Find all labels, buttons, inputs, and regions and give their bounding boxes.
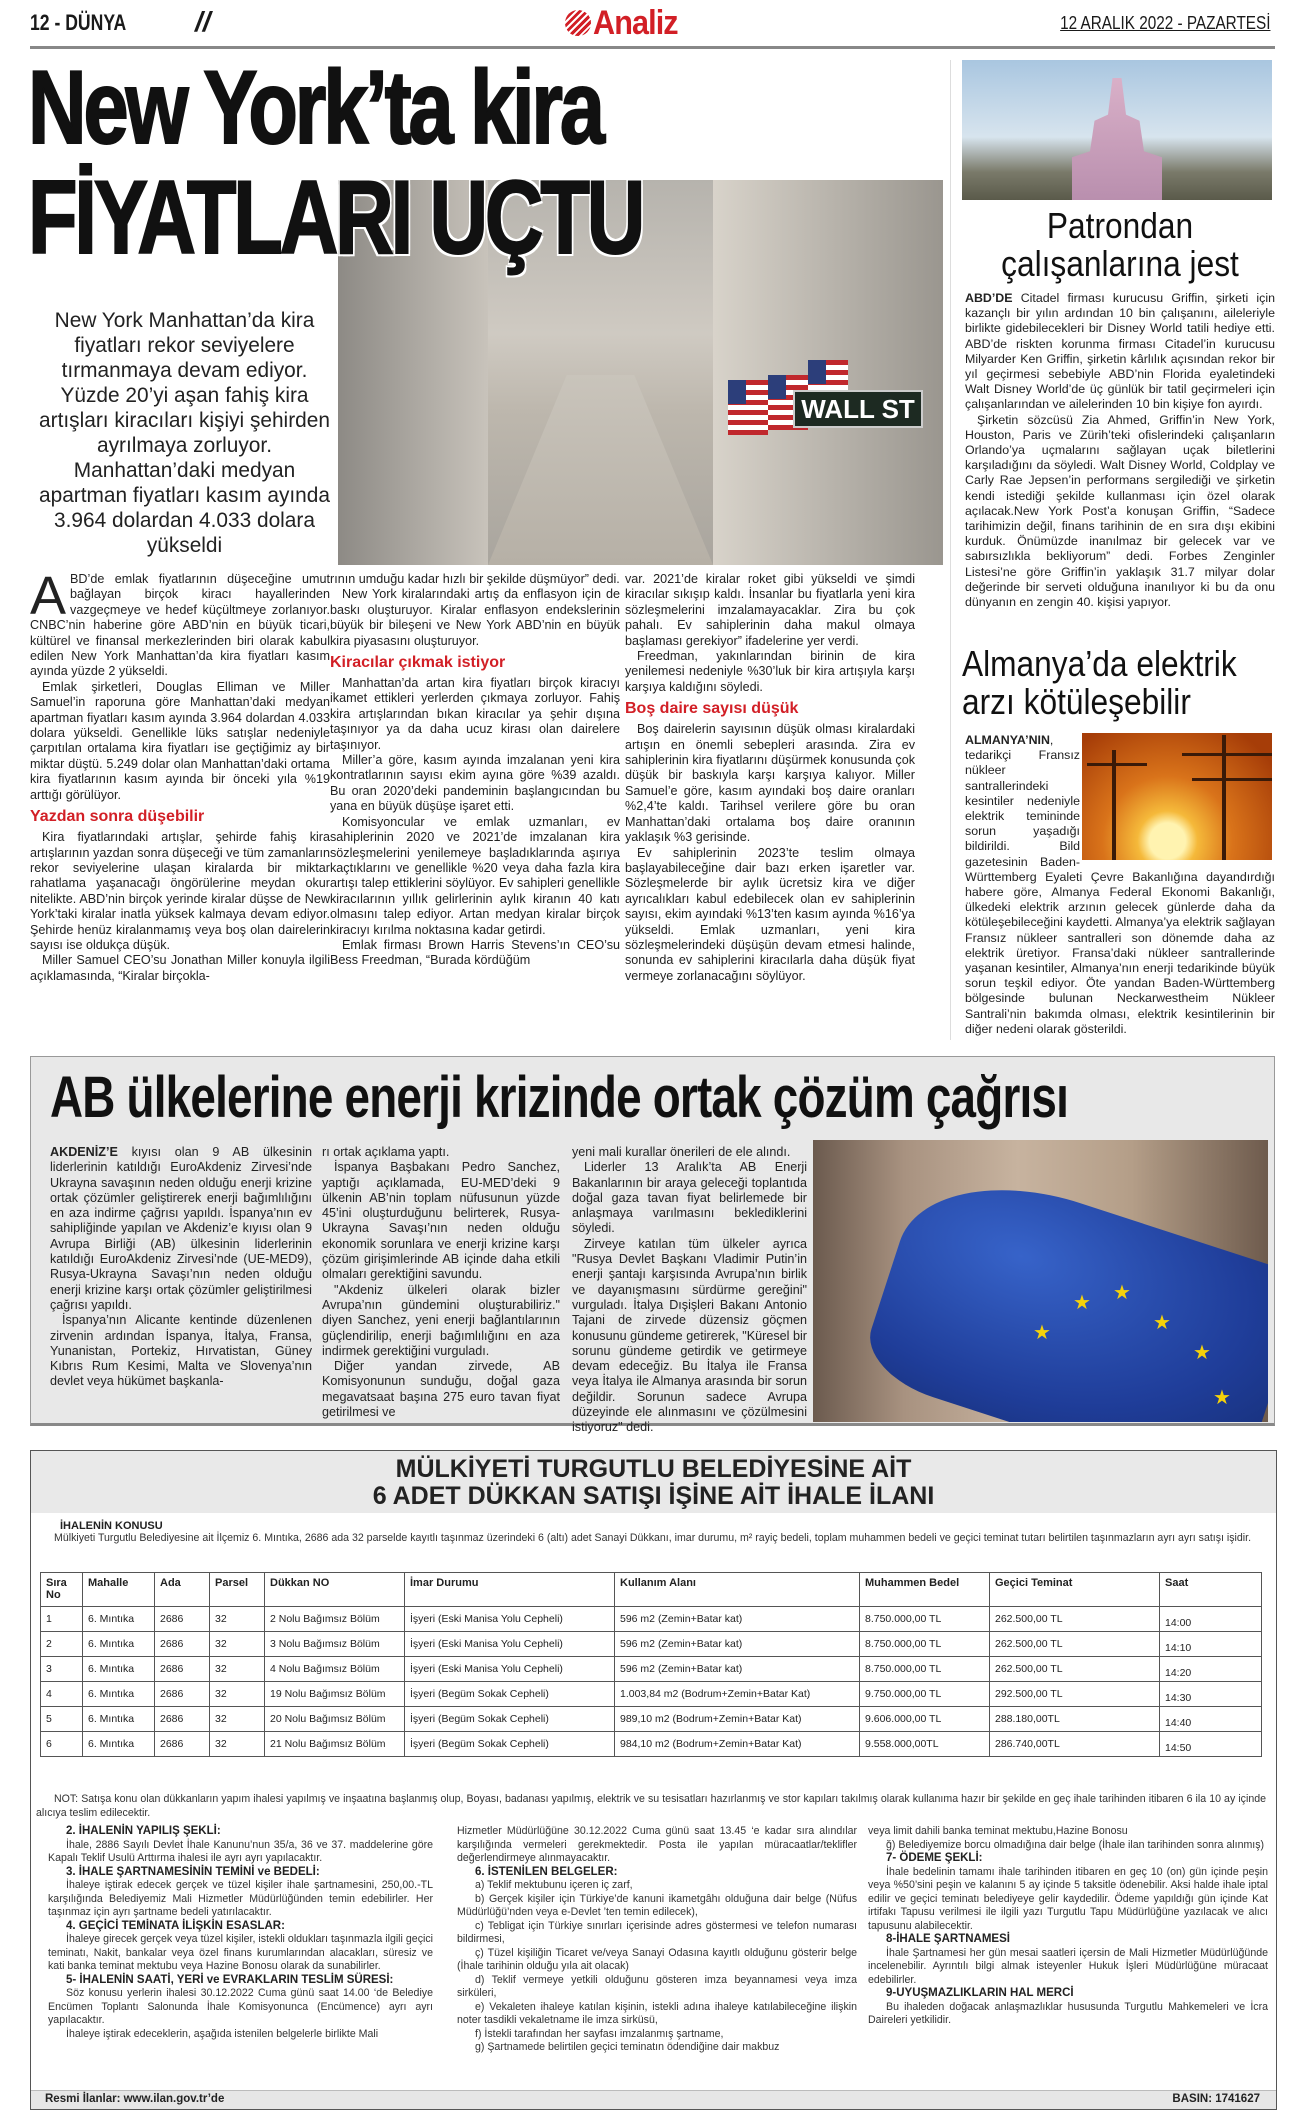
- paragraph: Şirketin sözcüsü Zia Ahmed, Griffin’in New York, Houston, Paris ve Zürih’teki ofislerindeki çalışanların Orlando’ya uçmalarını sağlayan uçak biletlerini karşıladığını da söyledi. Walt Disney World, Coldplay ve Carly Rae Jepsen’in performans sergilediği ve şirketin kendi istediği şekilde kullanması için özel olarak açılacak.New York Post’a konuşan Griffin, “Sadece tarihimizin değil, finans tarihinin de en sıra dışı ekibini kurduk. Önümüzde inanılmaz bir gelecek var ve sabırsızlıkla bekliyorum” dedi. Forbes Zenginler Listesi’ne göre Griffin’in yaklaşık 31.7 milyar dolar değerinde bir serveti olduğuna inanılıyor ki bu da onu dünyanın en zengin 40. kişisi yapıyor.: [965, 412, 1275, 610]
- table-cell: 989,10 m2 (Bodrum+Zemin+Batar Kat): [615, 1707, 860, 1732]
- paragraph: Miller Samuel CEO’su Jonathan Miller konuyla ilgili açıklamasında, “Kiralar birçokla-: [30, 953, 330, 983]
- table-cell: 8.750.000,00 TL: [860, 1632, 990, 1657]
- paragraph: İhaleye girecek gerçek veya tüzel kişiler, istekli oldukları taşınmazla ilgili geçici teminatı, Nakit, bankalar veya özel finans kurumlarından alacakları, süresiz ve kati banka teminat mektubu veya Hazine Bonosu olarak da sunabilirler.: [48, 1933, 433, 1972]
- table-cell: 262.500,00 TL: [990, 1607, 1160, 1632]
- ab-column-3: [572, 1145, 807, 1436]
- section-heading: 8-İHALE ŞARTNAMESİ: [886, 1933, 1010, 1945]
- table-cell: 1.003,84 m2 (Bodrum+Zemin+Batar Kat): [615, 1682, 860, 1707]
- document-item: f) İstekli tarafından her sayfası imzalanmış şartname,: [475, 2027, 724, 2040]
- press-number: BASIN: 1741627: [1172, 2093, 1260, 2105]
- star-icon: ★: [1213, 1385, 1231, 1409]
- table-cell: 596 m2 (Zemin+Batar kat): [615, 1657, 860, 1682]
- table-cell: 14:20: [1160, 1657, 1262, 1682]
- sidebar-story2-title: [962, 645, 1244, 721]
- column-header: Dükkan NO: [265, 1573, 405, 1607]
- subheading: Yazdan sonra düşebilir: [30, 808, 205, 826]
- lead-word: AKDENİZ’E: [50, 1145, 118, 1159]
- logo-text: Analiz: [593, 3, 678, 42]
- column-header: Muhammen Bedel: [860, 1573, 990, 1607]
- paragraph: İhale Şartnamesi her gün mesai saatleri içersin de Mali Hizmetler Müdürlüğünde incelenebilir. Ayrıntılı bilgi almak isteyenler Hukuk İşleri Müdürlüğüne müracaat edebilirler.: [868, 1946, 1268, 1986]
- column-header: Mahalle: [83, 1573, 155, 1607]
- paragraph: "Akdeniz ülkeleri olarak bizler Avrupa’nın gündemini oluşturabiliriz." diyen Sanchez, yeni enerji bağlantılarının güçlendirilip, enerji bağımlılığını en aza indirmek gerektiğini vurguladı.: [322, 1282, 560, 1358]
- paragraph: Diğer yandan zirvede, AB Komisyonunun sunduğu, doğal gaza megavatsaat başına 275 euro tavan fiyat getirilmesi ve: [322, 1359, 560, 1420]
- pylon-arm: [1192, 778, 1272, 781]
- paragraph: New York kiralarındaki artış da enflasyon için de baskı oluşturuyor. Kiralar enflasyon endekslerinin büyük bir bileşeni ve New York ABD’nin en büyük kira piyasasını oluşturuyor.: [330, 587, 620, 648]
- paragraph: Miller’a göre, kasım ayında imzalanan yeni kira kontratlarının sayısı ekim ayına göre %39 azaldı. Bu oran 2020’deki pandeminin başlangıcından bu yana en büyük düşüşe işaret etti.: [330, 753, 620, 814]
- table-cell: 9.558.000,00TL: [860, 1732, 990, 1757]
- table-cell: İşyeri (Eski Manisa Yolu Cepheli): [405, 1632, 615, 1657]
- header-divider: [30, 46, 1275, 49]
- table-cell: İşyeri (Begüm Sokak Cepheli): [405, 1732, 615, 1757]
- section-heading: 3. İHALE ŞARTNAMESİNİN TEMİNİ ve BEDELİ:: [66, 1865, 320, 1878]
- table-cell: 9.606.000,00 TL: [860, 1707, 990, 1732]
- tender-ad-title-line1: MÜLKİYETİ TURGUTLU BELEDİYESİNE AİT: [395, 1455, 912, 1483]
- paragraph: rının umduğu kadar hızlı bir şekilde düşmüyor” dedi.: [330, 572, 620, 586]
- document-item: ğ) Belediyemize borcu olmadığına dair belge (İhale ilan tarihinden sonra alınmış): [886, 1838, 1265, 1851]
- table-row: [41, 1632, 1262, 1657]
- tender-note: [36, 1793, 1266, 1820]
- section-heading: 9-UYUŞMAZLIKLARIN HAL MERCİ: [886, 1987, 1074, 1999]
- paragraph: Söz konusu yerlerin ihalesi 30.12.2022 Cuma günü saat 14.00 ‘de Belediye Encümen Toplantı Salonunda İhale Komisyonunca (Encümence) ayrı ayrı yapılacaktır.: [48, 1987, 433, 2026]
- star-icon: ★: [1033, 1320, 1051, 1344]
- table-cell: 3: [41, 1657, 83, 1682]
- table-cell: 6. Mıntıka: [83, 1607, 155, 1632]
- column-divider: [950, 60, 951, 1040]
- paragraph: Bu ihaleden doğacak anlaşmazlıklar hususunda Turgutlu Mahkemeleri ve İcra Daireleri yetkilidir.: [868, 2000, 1268, 2026]
- table-cell: 262.500,00 TL: [990, 1632, 1160, 1657]
- table-cell: İşyeri (Begüm Sokak Cepheli): [405, 1682, 615, 1707]
- wall-street-sign: WALL ST: [793, 390, 923, 428]
- paragraph: yeni mali kurallar önerileri de ele alındı.: [572, 1145, 791, 1159]
- castle-shape: [1072, 78, 1162, 200]
- drop-cap: A: [30, 566, 67, 626]
- table-body: [41, 1607, 1262, 1757]
- table-cell: 2686: [155, 1682, 210, 1707]
- document-item: a) Teklif mektubunu içeren iç zarf,: [475, 1879, 633, 1891]
- paragraph: Komisyoncular ve emlak uzmanları, ev sahiplerinin 2020 ve 2021’de imzalanan kira sözleşmelerini yenilemeye başladıklarında aşırıya kaçtıklarını ve genellikle %20 veya daha fazla kira artışı talep ettiklerini söylüyor. Ev sahipleri genellikle kiracılarının yıllık gelirlerinin aylık kiranın 40 katı olmasını talep ediyor. Artan medyan kiralar birçok kiracıyı kırılma noktasına kadar getirdi.: [330, 814, 620, 937]
- photo-street: [488, 375, 713, 565]
- table-cell: 292.500,00 TL: [990, 1682, 1160, 1707]
- title-line: Patrondan: [1046, 205, 1194, 246]
- ab-column-2: [322, 1145, 560, 1420]
- table-cell: 6. Mıntıka: [83, 1732, 155, 1757]
- pylon-shape: [1112, 750, 1116, 860]
- table-row: [41, 1707, 1262, 1732]
- section-heading: 4. GEÇİCİ TEMİNATA İLİŞKİN ESASLAR:: [66, 1919, 285, 1932]
- tender-column-3: [868, 1825, 1268, 2028]
- section-heading: 2. İHALENİN YAPILIŞ ŞEKLİ:: [66, 1825, 221, 1837]
- newspaper-logo[interactable]: [565, 3, 687, 42]
- table-row: [41, 1732, 1262, 1757]
- subheading: Boş daire sayısı düşük: [625, 700, 799, 718]
- table-cell: 32: [210, 1682, 265, 1707]
- tender-table: [40, 1572, 1262, 1757]
- disney-castle-photo: [962, 60, 1272, 200]
- table-cell: 32: [210, 1707, 265, 1732]
- story-column-1: [30, 566, 330, 984]
- title-line: Almanya’da elektrik: [962, 643, 1237, 684]
- paragraph: Boş dairelerin sayısının düşük olması kiralardaki artışın en önemli sebepleri arasında. Zira ev sahiplerinin kira fiyatlarını düşürmek konusunda çok düşük bir baskıyla karşı karşıya kalıyor. Miller Samuel’e göre, kasım ayındaki boş daire oranları %2,4’te kaldı. Tarihsel verilere göre bu oran Manhattan’daki ortalama boş daire oranının yaklaşık %3 gerisinde.: [625, 722, 915, 845]
- column-header: Geçici Teminat: [990, 1573, 1160, 1607]
- document-item: ç) Tüzel kişiliğin Ticaret ve/veya Sanayi Odasına kayıtlı olduğunu gösterir belge (İhale tarihinin olduğu yıla ait olacak): [457, 1946, 857, 1972]
- paragraph: [50, 1145, 312, 1313]
- paragraph: Ev sahiplerinin 2023’te teslim olmaya başlayabileceğine dair bazı erken işaretler var. Sözleşmelerde bir aylık ücretsiz kira ve diğer ayrıcalıkları kabul edebilecek olan ev sahiplerinin sayısı, ekim ayındaki %13’ten kasım ayında %16’ya yükseldi. Emlak uzmanları, yeni kira sözleşmelerindeki düşüşün devam etmesi halinde, sonunda ev sahiplerini kiracılarla daha düşük fiyat vermeye zorlanacağını söylüyor.: [625, 845, 915, 983]
- table-cell: 32: [210, 1632, 265, 1657]
- table-cell: 8.750.000,00 TL: [860, 1657, 990, 1682]
- table-cell: 32: [210, 1657, 265, 1682]
- ab-column-1: [50, 1145, 312, 1390]
- table-cell: 262.500,00 TL: [990, 1657, 1160, 1682]
- table-cell: 4: [41, 1682, 83, 1707]
- table-cell: 9.750.000,00 TL: [860, 1682, 990, 1707]
- table-cell: 596 m2 (Zemin+Batar kat): [615, 1607, 860, 1632]
- star-icon: ★: [1193, 1340, 1211, 1364]
- table-row: [41, 1682, 1262, 1707]
- main-headline-line2: FİYATLARI UÇTU: [28, 160, 643, 276]
- pylon-arm: [1182, 753, 1272, 756]
- section-slash-ornament: //: [195, 6, 211, 37]
- table-cell: 2: [41, 1632, 83, 1657]
- section-heading: 5- İHALENİN SAATİ, YERİ ve EVRAKLARIN TESLİM SÜRESİ:: [66, 1973, 394, 1986]
- column-header: İmar Durumu: [405, 1573, 615, 1607]
- document-item: g) Şartnamede belirtilen geçici teminatın ödendiğine dair makbuz: [475, 2041, 780, 2053]
- document-item: e) Vekaleten ihaleye katılan kişinin, istekli adına ihaleye katılabileceğine ilişkin noter tasdikli vekaletname ile imza sirküsü,: [457, 2000, 857, 2026]
- document-item: c) Tebligat için Türkiye sınırları içerisinde adres göstermesi ve telefon numarası bildirmesi,: [457, 1919, 857, 1945]
- paragraph: Zirveye katılan tüm ülkeler ayrıca "Rusya Devlet Başkanı Vladimir Putin’in enerji şantajı karşısında Avrupa’nın birlik ve dayanışmasını sürdürme gereğini" vurguladı. İtalya Dışişleri Bakanı Antonio Tajani de zirvede düzensiz göçmen konusunu gündeme getirerek, "Küresel bir sorunu gündeme getirdik ve getirmeye devam edeceğiz. Bu İtalya ile Fransa veya İtalya ile Almanya arasında bir sorun değildir. Sorunun sadece Avrupa düzeyinde ele alınmasını ve çözülmesini istiyoruz" dedi.: [572, 1236, 807, 1435]
- tender-subject-text: [36, 1532, 1266, 1546]
- paragraph: Liderler 13 Aralık’ta AB Enerji Bakanlarının bir araya geleceği toplantıda doğal gaza tavan fiyat belirlemede bir anlaşmaya varılmasını beklediklerini söyledi.: [572, 1160, 807, 1236]
- paragraph: Freedman, yakınlarından birinin de kira yenilemesi nedeniyle %30’luk bir kira artışıyla karşı karşıya kaldığını söyledi.: [625, 649, 915, 694]
- title-line: çalışanlarına jest: [1001, 243, 1239, 284]
- table-cell: 6. Mıntıka: [83, 1682, 155, 1707]
- table-cell: 1: [41, 1607, 83, 1632]
- story-column-2: [330, 572, 620, 969]
- table-cell: 8.750.000,00 TL: [860, 1607, 990, 1632]
- tender-subject-heading: İHALENİN KONUSU: [60, 1520, 163, 1532]
- paragraph: [965, 291, 1275, 413]
- paragraph-text: Citadel firması kurucusu Griffin, şirketi için kazançlı bir yılın ardından 10 bin çalışanını, aileleriyle birlikte gidebilecekleri bir Disney World tatili hediye etti. ABD’de riskten korunma firması Citadel’in kurucusu Milyarder Ken Griffin, şirketin kârlılık açısından rekor bir yıl geçirmesi sebebiyle ABD’nin Florida eyaletindeki Walt Disney World’de üç günlük bir tatil geçirmeleri için çalışanlarından ve ailelerinden 10 bin kişiye fon ayırdı.: [965, 291, 1275, 412]
- lead-word: ABD’DE: [965, 291, 1013, 305]
- table-cell: 32: [210, 1607, 265, 1632]
- star-icon: ★: [1113, 1280, 1131, 1304]
- subheading: Kiracılar çıkmak istiyor: [330, 654, 506, 672]
- table-cell: 14:40: [1160, 1707, 1262, 1732]
- table-cell: 2686: [155, 1732, 210, 1757]
- paragraph: İspanya’nın Alicante kentinde düzenlenen zirvenin ardından İspanya, İtalya, Fransa, Yunanistan, Portekiz, Hırvatistan, Güney Kıbrıs Rum Kesimi, Malta ve Slovenya’nın devlet veya hükümet başkanla-: [50, 1313, 312, 1389]
- eu-flag-shape: [857, 1154, 1268, 1422]
- table-cell: 20 Nolu Bağımsız Bölüm: [265, 1707, 405, 1732]
- official-ads-link[interactable]: Resmi İlanlar: www.ilan.gov.tr’de: [45, 2093, 225, 2105]
- section-heading: 7- ÖDEME ŞEKLİ:: [886, 1852, 983, 1864]
- document-item: b) Gerçek kişiler için Türkiye’de kanuni ikametgâhı olduğuna dair belge (Nüfus Müdürlüğü’nden veya e-Devlet ’ten temin edilecek),: [457, 1892, 857, 1918]
- table-cell: 2686: [155, 1607, 210, 1632]
- table-cell: 14:00: [1160, 1607, 1262, 1632]
- table-cell: 6. Mıntıka: [83, 1657, 155, 1682]
- lead-word: ALMANYA’NIN: [965, 733, 1050, 747]
- table-cell: 5: [41, 1707, 83, 1732]
- column-header: Ada: [155, 1573, 210, 1607]
- column-header: Parsel: [210, 1573, 265, 1607]
- paragraph: İhale, 2886 Sayılı Devlet İhale Kanunu’nun 35/a, 36 ve 37. maddelerine göre Kapalı Teklif Usulü Arttırma ihalesi ile ayrı ayrı yapılacaktır.: [48, 1838, 433, 1864]
- table-cell: 2686: [155, 1707, 210, 1732]
- paragraph: Kira fiyatlarındaki artışlar, şehirde fahiş kira artışlarının yazdan sonra düşeceği ve tüm zamanların rekor seviyelerine ulaşan kiralarda bir miktar rahatlama yaşanacağı öngörülerine meydan okur nitelikte. ABD’nin birçok yerinde kiralar düşse de New York’taki kiralar inatla yüksek kalmaya devam ediyor. Şehirde henüz kiralanmamış veya boş olan dairelerin sayısı ise oldukça düşük.: [30, 830, 330, 952]
- table-cell: 14:50: [1160, 1732, 1262, 1757]
- sidebar-story1-body: [965, 291, 1275, 610]
- star-icon: ★: [1073, 1290, 1091, 1314]
- paragraph: Hizmetler Müdürlüğüne 30.12.2022 Cuma günü saat 13.45 ‘e kadar sıra alındılar karşılığında vermeleri gerekmektedir. Posta ile yapılan müracaatlar/teklifler değerlendirmeye alınmayacaktır.: [457, 1825, 857, 1864]
- paragraph: NOT: Satışa konu olan dükkanların yapım ihalesi yapılmış ve inşaatına başlanmış olup, Boyası, badanası yapılmış, elektrik ve su tesisatları hazırlanmış ve stor kapıları takılmış olarak kullanıma hazır bir şekilde en geç ihale tarihinden itibaren 6 ila 10 ay içinde alıcıya teslim edilecektir.: [36, 1793, 1266, 1819]
- table-cell: 4 Nolu Bağımsız Bölüm: [265, 1657, 405, 1682]
- issue-date: 12 ARALIK 2022 - PAZARTESİ: [1059, 13, 1270, 33]
- table-cell: İşyeri (Eski Manisa Yolu Cepheli): [405, 1607, 615, 1632]
- section-heading: 6. İSTENİLEN BELGELER:: [475, 1865, 618, 1878]
- section-label: 12 - DÜNYA: [30, 10, 127, 35]
- table-cell: 6. Mıntıka: [83, 1707, 155, 1732]
- paragraph: İhaleye iştirak edeceklerin, aşağıda istenilen belgelerle birlikte Mali: [66, 2027, 379, 2040]
- paragraph: Emlak şirketleri, Douglas Elliman ve Miller Samuel’in raporuna göre Manhattan’daki medyan apartman fiyatları kasım ayında 3.964 dolardan 4.033 dolara yükseldi. Genellikle lüks satışlar nedeniyle çarpıtılan ortalama kira fiyatları ise geçtiğimiz ay bir miktar düştü. 5.249 dolar olan Manhattan’daki ortama kira fiyatlarının kasım ayında bir önceki yıla %19 arttığı görülüyor.: [30, 679, 330, 802]
- table-cell: 984,10 m2 (Bodrum+Zemin+Batar Kat): [615, 1732, 860, 1757]
- table-cell: 2686: [155, 1657, 210, 1682]
- ab-story-title: AB ülkelerine enerji krizinde ortak çözüm çağrısı: [50, 1065, 1069, 1130]
- paragraph: İhaleye iştirak edecek gerçek ve tüzel kişiler ihale şartnamesini, 250,00.-TL karşılığında Belediyemiz Mali Hizmetler Müdürlüğünden temin edebilirler. Her taşınmaz için ayrı şartname bedeli yatırılacaktır.: [48, 1879, 433, 1918]
- table-cell: 2686: [155, 1632, 210, 1657]
- paragraph: İhale bedelinin tamamı ihale tarihinden itibaren en geç 10 (on) gün içinde peşin veya %50’sini peşin ve kalanını 5 ay içinde 5 taksitle ödenebilir. Aksi halde ihale iptal edilir ve geçici teminatı belediyeye gelir kaydedilir. Ödeme yapıldığı gün içinde Kat irtifakı Tapusu verilmesi ile ilgili yazı Turgutlu Tapu Müdürlüğüne yazılacak ve alıcı tapusunu alabilecektir.: [868, 1865, 1268, 1932]
- paragraph-text: kıyısı olan 9 AB ülkesinin liderlerinin katıldığı EuroAkdeniz Zirvesi’nde Ukrayna savaşının neden olduğu enerji krizine ortak çözümler geliştirerek enerji bağımlılığını en aza indirme çağrısı yapıldı. İspanya’nın ev sahipliğinde yapılan ve Akdeniz’e kıyısı olan 9 Avrupa Birliği (AB) ülkesinin liderlerinin katıldığı EuroAkdeniz Zirvesi’nde (UE-MED9), Rusya-Ukrayna Savaşı’nın neden olduğu enerji krizine karşı ortak çözümler geliştirilmesi çağrısı yapıldı.: [50, 1145, 312, 1312]
- story-column-3: [625, 572, 915, 984]
- table-row: [41, 1607, 1262, 1632]
- table-row: [41, 1657, 1262, 1682]
- table-cell: 6. Mıntıka: [83, 1632, 155, 1657]
- paragraph: İspanya Başbakanı Pedro Sanchez, yaptığı açıklamada, EU-MED’deki 9 ülkenin AB’nin toplam nüfusunun yüzde 45’ini oluşturduğunu belirterek, Rusya-Ukrayna Savaşı’nın neden olduğu ekonomik sorunlara ve enerji krizine karşı çözüm girişimlerinde AB içinde daha etkili olmaları gerektiğini savundu.: [322, 1160, 560, 1282]
- sidebar-story1-title: [979, 207, 1261, 283]
- table-cell: 3 Nolu Bağımsız Bölüm: [265, 1632, 405, 1657]
- column-header: Saat: [1160, 1573, 1262, 1607]
- table-cell: 19 Nolu Bağımsız Bölüm: [265, 1682, 405, 1707]
- title-line: arzı kötüleşebilir: [962, 681, 1191, 722]
- star-icon: ★: [1153, 1310, 1171, 1334]
- eu-flag-photo: [813, 1140, 1268, 1422]
- tender-column-1: [48, 1825, 433, 2041]
- document-item: d) Teklif vermeye yetkili olduğunu gösteren imza beyannamesi veya imza sirküleri,: [457, 1973, 857, 1999]
- story-deck: New York Manhattan’da kira fiyatları rekor seviyelere tırmanmaya devam ediyor. Yüzde 20’yi aşan fahiş kira artışları kiracıları kişiyi şehirden ayrılmaya zorluyor. Manhattan’daki medyan apartman fiyatları kasım ayında 3.964 dolardan 4.033 dolara yükseldi: [39, 308, 330, 557]
- pylon-arm: [1087, 763, 1147, 766]
- paragraph: var. 2021’de kiralar roket gibi yükseldi ve şimdi kiracılar sıkışıp kaldı. İnsanlar bu fiyatlarla yeni kira sözleşmelerini imzalamayacaklar. Zira bu çok pahalı. Ev sahiplerinin daha makul olmaya başlaması gerekiyor” ifadelerine yer verdi.: [625, 572, 915, 648]
- paragraph: Manhattan’da artan kira fiyatları birçok kiracıyı ikamet ettikleri yerlerden çıkmaya zorluyor. Fahiş kira artışlarından bıkan kiracılar ya şehir dışına taşınıyor ya da daha ucuz kirası olan dairelere taşınıyor.: [330, 676, 620, 752]
- table-cell: 288.180,00TL: [990, 1707, 1160, 1732]
- column-header: Kullanım Alanı: [615, 1573, 860, 1607]
- table-cell: 2 Nolu Bağımsız Bölüm: [265, 1607, 405, 1632]
- logo-globe-icon: [565, 10, 591, 36]
- paragraph: Emlak firması Brown Harris Stevens’ın CEO’su Bess Freedman, “Burada kördüğüm: [330, 937, 620, 968]
- table-cell: İşyeri (Eski Manisa Yolu Cepheli): [405, 1657, 615, 1682]
- table-cell: 14:10: [1160, 1632, 1262, 1657]
- table-cell: 286.740,00TL: [990, 1732, 1160, 1757]
- paragraph: BD’de emlak fiyatlarının düşeceğine umut bağlayan birçok kiracı hayallerinden vazgeçmeye ve hedef küçültmeye zorlanıyor. CNBC’nin haberine göre ABD’nin en büyük ticari, kültürel ve finansal merkezlerinden biri olarak kabul edilen New York Manhattan’da kira fiyatları kasım ayında yüzde 2 yükseldi.: [30, 572, 330, 679]
- table-cell: 6: [41, 1732, 83, 1757]
- table-header-row: [41, 1573, 1262, 1607]
- paragraph: Mülkiyeti Turgutlu Belediyesine ait İlçemiz 6. Mıntıka, 2686 ada 32 parselde kayıtlı taşınmaz üzerindeki 6 (altı) adet Sanayi Dükkanı, imar durumu, m² rayiç bedeli, toplam muhammen bedeli ve geçici teminat tutarı belirtilen taşınmazların ayrı ayrı satışı işidir.: [54, 1532, 1252, 1544]
- main-headline-line1: New York’ta kira: [28, 50, 602, 166]
- tender-column-2: [457, 1825, 857, 2055]
- tender-ad-title-line2: 6 ADET DÜKKAN SATIŞI İŞİNE AİT İHALE İLANI: [372, 1482, 935, 1510]
- power-lines-sunset-photo: [1082, 733, 1272, 860]
- paragraph: veya limit dahili banka teminat mektubu,Hazine Bonosu: [868, 1825, 1128, 1837]
- table-cell: 32: [210, 1732, 265, 1757]
- table-cell: İşyeri (Begüm Sokak Cepheli): [405, 1707, 615, 1732]
- us-flag-icon: [728, 380, 768, 435]
- table-cell: 14:30: [1160, 1682, 1262, 1707]
- paragraph-text: , tedarikçi Fransız nükleer santrallerindeki kesintiler nedeniyle elektrik temininde sorun yaşadığı bildirildi. Bild gazetesinin Baden-Württemberg Eyaleti Çevre Bakanlığına dayandırdığı habere göre, Almanya Federal Ekonomi Bakanlığı, ülkedeki elektrik arzının gelecek günlerde daha da kötüleşebileceğini kaydetti. Almanya’ya elektrik sağlayan Fransız nükleer santralleri son dönemde daha az elektrik üretiyor. Fransa’daki nükleer santrallerinde yaşanan kesintiler, Almanya’nın enerji tedarikinde büyük sorun teşkil ediyor. Öte yandan Baden-Württemberg bölgesinde bulunan Neckarwestheim Nükleer Santrali’nin bakımda olması, elektrik kesintilerinin bir diğer nedeni olarak gösterildi.: [965, 733, 1275, 1036]
- paragraph: rı ortak açıklama yaptı.: [322, 1145, 450, 1159]
- column-header: Sıra No: [41, 1573, 83, 1607]
- table-cell: 596 m2 (Zemin+Batar kat): [615, 1632, 860, 1657]
- table-cell: 21 Nolu Bağımsız Bölüm: [265, 1732, 405, 1757]
